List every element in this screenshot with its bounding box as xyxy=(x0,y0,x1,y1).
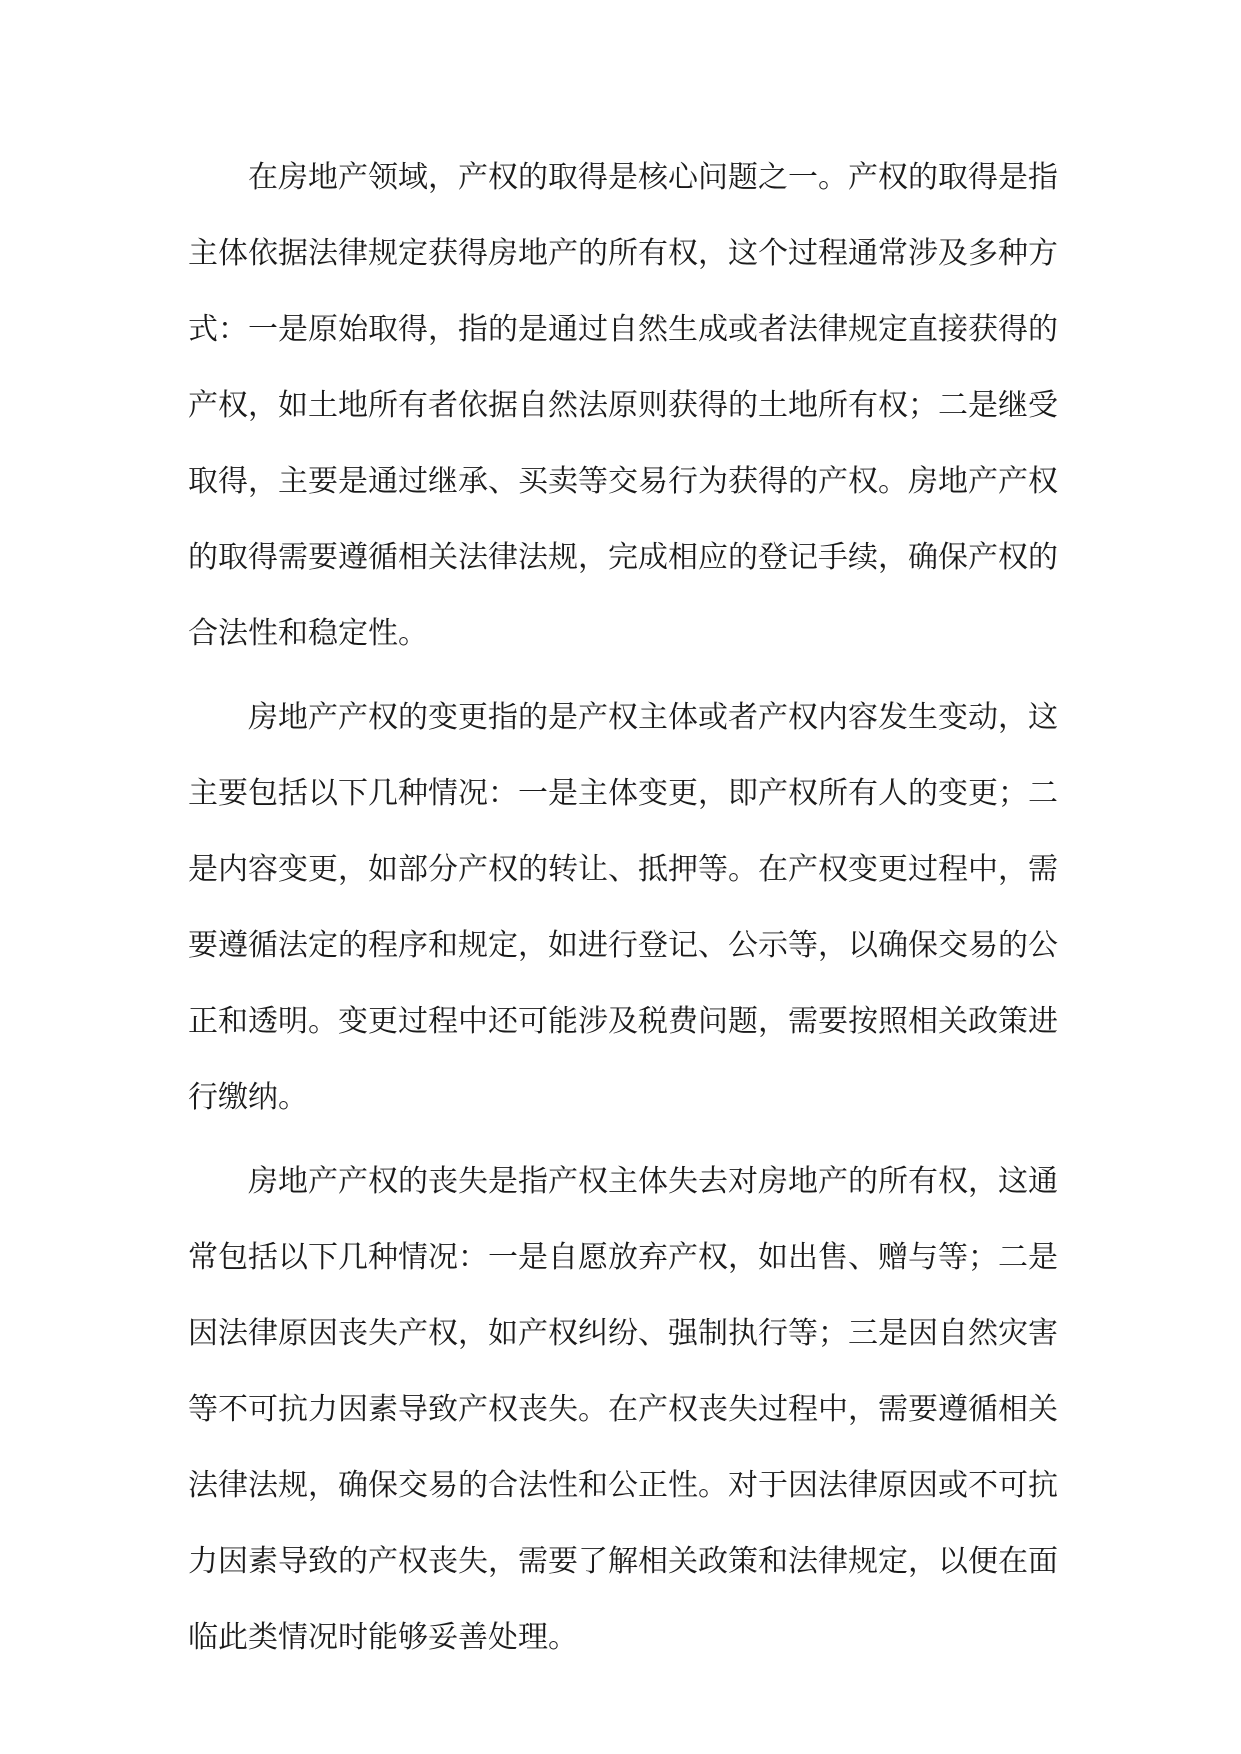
paragraph-property-acquisition: 在房地产领域，产权的取得是核心问题之一。产权的取得是指主体依据法律规定获得房地产的所有权，这个过程通常涉及多种方式：一是原始取得，指的是通过自然生成或者法律规定直接获得的产权，如土地所有者依据自然法原则获得的土地所有权；二是继受取得，主要是通过继承、买卖等交易行为获得的产权。房地产产权的取得需要遵循相关法律法规，完成相应的登记手续，确保产权的合法性和稳定性。 xyxy=(188,160,1058,651)
paragraph-property-change: 房地产产权的变更指的是产权主体或者产权内容发生变动，这主要包括以下几种情况：一是主体变更，即产权所有人的变更；二是内容变更，如部分产权的转让、抵押等。在产权变更过程中，需要遵循法定的程序和规定，如进行登记、公示等，以确保交易的公正和透明。变更过程中还可能涉及税费问题，需要按照相关政策进行缴纳。 xyxy=(188,700,1058,1115)
document-body xyxy=(188,140,1058,1684)
paragraph-property-loss: 房地产产权的丧失是指产权主体失去对房地产的所有权，这通常包括以下几种情况：一是自愿放弃产权，如出售、赠与等；二是因法律原因丧失产权，如产权纠纷、强制执行等；三是因自然灾害等不可抗力因素导致产权丧失。在产权丧失过程中，需要遵循相关法律法规，确保交易的合法性和公正性。对于因法律原因或不可抗力因素导致的产权丧失，需要了解相关政策和法律规定，以便在面临此类情况时能够妥善处理。 xyxy=(188,1164,1058,1655)
